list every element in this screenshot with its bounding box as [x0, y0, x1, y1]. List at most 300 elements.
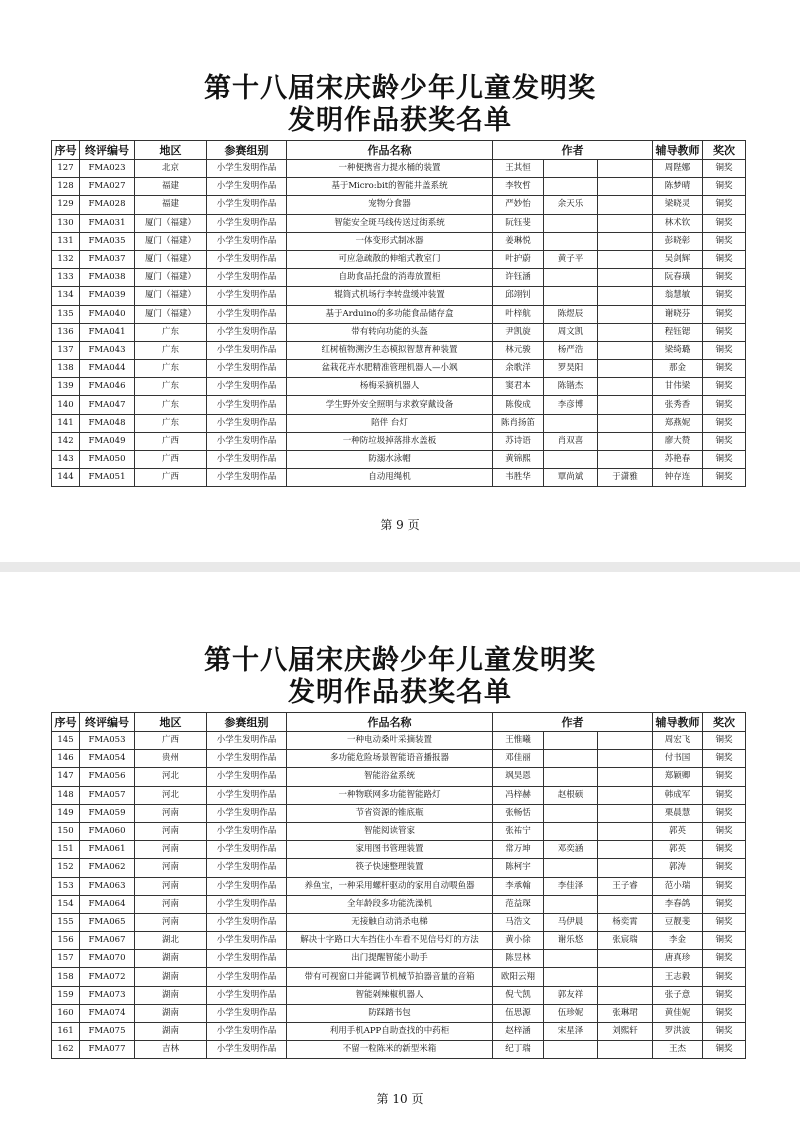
cell-group: 小学生发明作品 — [207, 414, 287, 432]
cell-group: 小学生发明作品 — [207, 768, 287, 786]
cell-index: 161 — [52, 1023, 80, 1041]
cell-author-3 — [598, 432, 653, 450]
cell-author-2: 李佳泽 — [544, 877, 598, 895]
cell-author-1: 严妙怡 — [493, 196, 544, 214]
cell-code: FMA040 — [80, 305, 135, 323]
cell-teacher: 陈梦晴 — [653, 178, 703, 196]
cell-work-name: 智能浴盆系统 — [287, 768, 493, 786]
cell-work-name: 基于Micro:bit的智能井盖系统 — [287, 178, 493, 196]
cell-teacher: 唐真珍 — [653, 950, 703, 968]
header-work-name: 作品名称 — [287, 713, 493, 732]
cell-teacher: 张子意 — [653, 986, 703, 1004]
cell-index: 140 — [52, 396, 80, 414]
cell-award: 铜奖 — [703, 804, 746, 822]
cell-award: 铜奖 — [703, 214, 746, 232]
cell-author-2 — [544, 414, 598, 432]
cell-award: 铜奖 — [703, 768, 746, 786]
cell-award: 铜奖 — [703, 822, 746, 840]
cell-work-name: 宠物分食器 — [287, 196, 493, 214]
cell-index: 156 — [52, 932, 80, 950]
cell-award: 铜奖 — [703, 750, 746, 768]
cell-award: 铜奖 — [703, 1004, 746, 1022]
header-region: 地区 — [135, 141, 207, 160]
cell-author-1: 许钰涵 — [493, 269, 544, 287]
cell-code: FMA075 — [80, 1023, 135, 1041]
cell-group: 小学生发明作品 — [207, 250, 287, 268]
header-teacher: 辅导教师 — [653, 141, 703, 160]
cell-teacher: 豆靓斐 — [653, 913, 703, 931]
cell-index: 132 — [52, 250, 80, 268]
cell-author-2: 周文凯 — [544, 323, 598, 341]
table-row — [52, 196, 746, 214]
cell-work-name: 自助食品托盘的消毒放置柜 — [287, 269, 493, 287]
cell-author-2: 杨严浩 — [544, 341, 598, 359]
cell-group: 小学生发明作品 — [207, 287, 287, 305]
cell-teacher: 彭晓彰 — [653, 232, 703, 250]
cell-code: FMA060 — [80, 822, 135, 840]
cell-code: FMA047 — [80, 396, 135, 414]
table-row — [52, 841, 746, 859]
table-row — [52, 932, 746, 950]
cell-author-1: 陈肖扬笛 — [493, 414, 544, 432]
cell-author-2 — [544, 1041, 598, 1059]
cell-award: 铜奖 — [703, 932, 746, 950]
cell-code: FMA039 — [80, 287, 135, 305]
cell-code: FMA048 — [80, 414, 135, 432]
cell-award: 铜奖 — [703, 341, 746, 359]
cell-code: FMA041 — [80, 323, 135, 341]
cell-code: FMA065 — [80, 913, 135, 931]
cell-author-2 — [544, 269, 598, 287]
cell-code: FMA062 — [80, 859, 135, 877]
cell-author-3 — [598, 768, 653, 786]
cell-author-3 — [598, 750, 653, 768]
header-work-name: 作品名称 — [287, 141, 493, 160]
cell-author-2: 马伊晨 — [544, 913, 598, 931]
cell-work-name: 解决十字路口大车挡住小车看不见信号灯的方法 — [287, 932, 493, 950]
cell-author-2: 郭友祥 — [544, 986, 598, 1004]
cell-region: 广西 — [135, 432, 207, 450]
cell-award: 铜奖 — [703, 451, 746, 469]
table-row — [52, 178, 746, 196]
cell-teacher: 栗晨慧 — [653, 804, 703, 822]
cell-group: 小学生发明作品 — [207, 841, 287, 859]
cell-award: 铜奖 — [703, 160, 746, 178]
cell-index: 154 — [52, 895, 80, 913]
cell-author-1: 叶护蔚 — [493, 250, 544, 268]
cell-index: 139 — [52, 378, 80, 396]
cell-award: 铜奖 — [703, 1041, 746, 1059]
cell-teacher: 苏艳春 — [653, 451, 703, 469]
cell-group: 小学生发明作品 — [207, 469, 287, 487]
cell-work-name: 基于Arduino的多功能食品储存盒 — [287, 305, 493, 323]
cell-author-2: 余天乐 — [544, 196, 598, 214]
cell-award: 铜奖 — [703, 1023, 746, 1041]
cell-region: 广西 — [135, 732, 207, 750]
cell-teacher: 廖大赞 — [653, 432, 703, 450]
cell-group: 小学生发明作品 — [207, 986, 287, 1004]
table-row — [52, 1023, 746, 1041]
cell-author-1: 陈柯宇 — [493, 859, 544, 877]
cell-code: FMA035 — [80, 232, 135, 250]
cell-code: FMA046 — [80, 378, 135, 396]
cell-award: 铜奖 — [703, 250, 746, 268]
cell-code: FMA073 — [80, 986, 135, 1004]
table-row — [52, 360, 746, 378]
document-page-1 — [0, 0, 800, 562]
cell-author-1: 邱翊钊 — [493, 287, 544, 305]
cell-author-3 — [598, 1041, 653, 1059]
cell-index: 146 — [52, 750, 80, 768]
cell-index: 150 — [52, 822, 80, 840]
cell-work-name: 带有可视窗口并能调节机械节拍器音量的音箱 — [287, 968, 493, 986]
cell-region: 厦门（福建） — [135, 269, 207, 287]
cell-teacher: 钟存连 — [653, 469, 703, 487]
cell-author-1: 韦胜华 — [493, 469, 544, 487]
table-header-row — [52, 141, 746, 160]
cell-teacher: 范小瑞 — [653, 877, 703, 895]
cell-group: 小学生发明作品 — [207, 305, 287, 323]
cell-award: 铜奖 — [703, 986, 746, 1004]
cell-teacher: 王杰 — [653, 1041, 703, 1059]
cell-group: 小学生发明作品 — [207, 822, 287, 840]
cell-region: 广西 — [135, 469, 207, 487]
cell-code: FMA044 — [80, 360, 135, 378]
cell-code: FMA038 — [80, 269, 135, 287]
cell-index: 142 — [52, 432, 80, 450]
table-row — [52, 968, 746, 986]
cell-award: 铜奖 — [703, 232, 746, 250]
cell-teacher: 翁慧敏 — [653, 287, 703, 305]
cell-group: 小学生发明作品 — [207, 968, 287, 986]
cell-award: 铜奖 — [703, 859, 746, 877]
cell-author-2 — [544, 732, 598, 750]
cell-group: 小学生发明作品 — [207, 432, 287, 450]
cell-author-3 — [598, 269, 653, 287]
cell-region: 湖南 — [135, 986, 207, 1004]
cell-group: 小学生发明作品 — [207, 750, 287, 768]
cell-author-3 — [598, 305, 653, 323]
page-title-line1: 第十八届宋庆龄少年儿童发明奖 — [204, 645, 596, 676]
cell-award: 铜奖 — [703, 432, 746, 450]
cell-teacher: 张秀香 — [653, 396, 703, 414]
cell-work-name: 自动甩绳机 — [287, 469, 493, 487]
table-row — [52, 160, 746, 178]
cell-award: 铜奖 — [703, 196, 746, 214]
cell-code: FMA059 — [80, 804, 135, 822]
cell-award: 铜奖 — [703, 968, 746, 986]
cell-work-name: 一体变形式制冰器 — [287, 232, 493, 250]
cell-author-1: 飒昊恩 — [493, 768, 544, 786]
cell-award: 铜奖 — [703, 895, 746, 913]
cell-teacher: 周陛娜 — [653, 160, 703, 178]
cell-work-name: 出门提醒智能小助手 — [287, 950, 493, 968]
cell-author-1: 李承翰 — [493, 877, 544, 895]
header-teacher: 辅导教师 — [653, 713, 703, 732]
page-title-line1: 第十八届宋庆龄少年儿童发明奖 — [204, 73, 596, 104]
cell-group: 小学生发明作品 — [207, 196, 287, 214]
cell-region: 湖南 — [135, 968, 207, 986]
table-row — [52, 1004, 746, 1022]
cell-author-1: 张畅恬 — [493, 804, 544, 822]
cell-author-2: 邓奕涵 — [544, 841, 598, 859]
cell-author-2: 陈锴杰 — [544, 378, 598, 396]
cell-code: FMA043 — [80, 341, 135, 359]
cell-author-2: 赵根硕 — [544, 786, 598, 804]
cell-author-3 — [598, 396, 653, 414]
cell-author-2: 谢乐悠 — [544, 932, 598, 950]
document-page-2 — [0, 572, 800, 1136]
cell-region: 河南 — [135, 877, 207, 895]
table-row — [52, 804, 746, 822]
table-row — [52, 232, 746, 250]
cell-work-name: 养鱼宝，一种采用螺杆驱动的家用自动喂鱼器 — [287, 877, 493, 895]
cell-author-1: 黄锦熙 — [493, 451, 544, 469]
cell-author-1: 纪丁瑞 — [493, 1041, 544, 1059]
cell-work-name: 学生野外安全照明与求救穿戴设备 — [287, 396, 493, 414]
cell-work-name: 智能剁辣椒机器人 — [287, 986, 493, 1004]
cell-group: 小学生发明作品 — [207, 932, 287, 950]
table-row — [52, 768, 746, 786]
cell-author-3 — [598, 341, 653, 359]
cell-region: 河南 — [135, 841, 207, 859]
cell-code: FMA063 — [80, 877, 135, 895]
cell-region: 湖南 — [135, 1004, 207, 1022]
cell-author-2 — [544, 160, 598, 178]
cell-author-2 — [544, 178, 598, 196]
cell-author-2 — [544, 859, 598, 877]
cell-index: 130 — [52, 214, 80, 232]
cell-work-name: 无接触自动消杀电梯 — [287, 913, 493, 931]
cell-index: 145 — [52, 732, 80, 750]
cell-award: 铜奖 — [703, 305, 746, 323]
cell-author-2: 伍珍妮 — [544, 1004, 598, 1022]
cell-author-1: 马浩文 — [493, 913, 544, 931]
cell-index: 138 — [52, 360, 80, 378]
cell-teacher: 郭英 — [653, 841, 703, 859]
cell-author-1: 林元骏 — [493, 341, 544, 359]
cell-author-2 — [544, 214, 598, 232]
page-title-line2: 发明作品获奖名单 — [288, 105, 512, 136]
table-row — [52, 822, 746, 840]
cell-index: 143 — [52, 451, 80, 469]
cell-group: 小学生发明作品 — [207, 160, 287, 178]
cell-teacher: 那金 — [653, 360, 703, 378]
cell-author-2: 覃尚斌 — [544, 469, 598, 487]
cell-author-1: 伍思源 — [493, 1004, 544, 1022]
cell-award: 铜奖 — [703, 950, 746, 968]
cell-index: 152 — [52, 859, 80, 877]
cell-author-1: 邓佳丽 — [493, 750, 544, 768]
cell-region: 北京 — [135, 160, 207, 178]
cell-code: FMA057 — [80, 786, 135, 804]
cell-award: 铜奖 — [703, 732, 746, 750]
cell-work-name: 利用手机APP自助查找的中药柜 — [287, 1023, 493, 1041]
table-row — [52, 877, 746, 895]
cell-teacher: 韩成军 — [653, 786, 703, 804]
cell-author-1: 余歌洋 — [493, 360, 544, 378]
cell-author-1: 尹凯旋 — [493, 323, 544, 341]
cell-author-3 — [598, 451, 653, 469]
cell-group: 小学生发明作品 — [207, 895, 287, 913]
cell-author-2: 肖双喜 — [544, 432, 598, 450]
cell-region: 厦门（福建） — [135, 287, 207, 305]
cell-author-3: 张宸瑞 — [598, 932, 653, 950]
cell-author-3 — [598, 859, 653, 877]
cell-region: 河北 — [135, 768, 207, 786]
header-index: 序号 — [52, 141, 80, 160]
cell-teacher: 王志毅 — [653, 968, 703, 986]
table-row — [52, 750, 746, 768]
table-row — [52, 859, 746, 877]
cell-author-3 — [598, 232, 653, 250]
header-award: 奖次 — [703, 141, 746, 160]
table-row — [52, 1041, 746, 1059]
cell-author-3: 杨奕霄 — [598, 913, 653, 931]
cell-work-name: 家用图书管理装置 — [287, 841, 493, 859]
cell-work-name: 不留一粒陈米的新型米箱 — [287, 1041, 493, 1059]
cell-region: 广东 — [135, 323, 207, 341]
cell-work-name: 智能阅读管家 — [287, 822, 493, 840]
cell-group: 小学生发明作品 — [207, 732, 287, 750]
cell-teacher: 罗洪波 — [653, 1023, 703, 1041]
cell-author-2: 宋星泽 — [544, 1023, 598, 1041]
cell-group: 小学生发明作品 — [207, 232, 287, 250]
cell-region: 河南 — [135, 895, 207, 913]
cell-index: 128 — [52, 178, 80, 196]
cell-award: 铜奖 — [703, 913, 746, 931]
cell-author-2: 李彦博 — [544, 396, 598, 414]
cell-code: FMA067 — [80, 932, 135, 950]
cell-author-3 — [598, 160, 653, 178]
header-index: 序号 — [52, 713, 80, 732]
awards-table — [51, 712, 746, 1059]
cell-author-3 — [598, 841, 653, 859]
cell-index: 157 — [52, 950, 80, 968]
cell-award: 铜奖 — [703, 360, 746, 378]
cell-author-3 — [598, 986, 653, 1004]
cell-index: 136 — [52, 323, 80, 341]
cell-code: FMA028 — [80, 196, 135, 214]
cell-region: 河南 — [135, 822, 207, 840]
cell-region: 广西 — [135, 451, 207, 469]
table-row — [52, 378, 746, 396]
cell-award: 铜奖 — [703, 414, 746, 432]
cell-group: 小学生发明作品 — [207, 341, 287, 359]
cell-index: 151 — [52, 841, 80, 859]
cell-author-3: 刘熙轩 — [598, 1023, 653, 1041]
cell-region: 广东 — [135, 341, 207, 359]
cell-region: 广东 — [135, 396, 207, 414]
cell-group: 小学生发明作品 — [207, 269, 287, 287]
cell-award: 铜奖 — [703, 378, 746, 396]
cell-work-name: 多功能危险场景智能语音播报器 — [287, 750, 493, 768]
cell-author-1: 常万坤 — [493, 841, 544, 859]
cell-author-3 — [598, 360, 653, 378]
cell-author-1: 张祐宁 — [493, 822, 544, 840]
cell-author-2 — [544, 804, 598, 822]
cell-work-name: 带有转向功能的头盔 — [287, 323, 493, 341]
cell-teacher: 郑颖卿 — [653, 768, 703, 786]
header-authors: 作者 — [493, 141, 653, 160]
cell-teacher: 李春鸽 — [653, 895, 703, 913]
cell-code: FMA031 — [80, 214, 135, 232]
cell-author-1: 姜琳悦 — [493, 232, 544, 250]
cell-author-2 — [544, 287, 598, 305]
cell-region: 厦门（福建） — [135, 214, 207, 232]
cell-code: FMA064 — [80, 895, 135, 913]
cell-group: 小学生发明作品 — [207, 804, 287, 822]
cell-author-1: 倪弋凯 — [493, 986, 544, 1004]
table-row — [52, 913, 746, 931]
cell-award: 铜奖 — [703, 178, 746, 196]
cell-code: FMA056 — [80, 768, 135, 786]
cell-group: 小学生发明作品 — [207, 451, 287, 469]
cell-group: 小学生发明作品 — [207, 396, 287, 414]
header-group: 参赛组别 — [207, 713, 287, 732]
cell-teacher: 吴剑辉 — [653, 250, 703, 268]
table-row — [52, 986, 746, 1004]
table-row — [52, 432, 746, 450]
cell-index: 153 — [52, 877, 80, 895]
cell-index: 144 — [52, 469, 80, 487]
cell-index: 159 — [52, 986, 80, 1004]
cell-group: 小学生发明作品 — [207, 178, 287, 196]
table-row — [52, 214, 746, 232]
awards-table — [51, 140, 746, 487]
cell-region: 广东 — [135, 360, 207, 378]
header-authors: 作者 — [493, 713, 653, 732]
page-number: 第 9 页 — [380, 518, 420, 532]
cell-group: 小学生发明作品 — [207, 1023, 287, 1041]
cell-code: FMA061 — [80, 841, 135, 859]
cell-award: 铜奖 — [703, 841, 746, 859]
cell-index: 135 — [52, 305, 80, 323]
table-row — [52, 469, 746, 487]
cell-work-name: 全年龄段多功能洗澡机 — [287, 895, 493, 913]
cell-author-3: 张琳珺 — [598, 1004, 653, 1022]
cell-index: 131 — [52, 232, 80, 250]
cell-author-2 — [544, 750, 598, 768]
cell-work-name: 一种防垃圾掉落排水盖板 — [287, 432, 493, 450]
cell-teacher: 付书国 — [653, 750, 703, 768]
cell-author-3: 王子睿 — [598, 877, 653, 895]
cell-teacher: 阮春璜 — [653, 269, 703, 287]
cell-index: 158 — [52, 968, 80, 986]
cell-teacher: 林术钦 — [653, 214, 703, 232]
cell-teacher: 谢晓芬 — [653, 305, 703, 323]
cell-group: 小学生发明作品 — [207, 786, 287, 804]
cell-work-name: 节省资源的锥底瓶 — [287, 804, 493, 822]
header-group: 参赛组别 — [207, 141, 287, 160]
table-row — [52, 269, 746, 287]
cell-author-1: 王惟曦 — [493, 732, 544, 750]
cell-author-2 — [544, 822, 598, 840]
cell-code: FMA072 — [80, 968, 135, 986]
cell-work-name: 陪伴 台灯 — [287, 414, 493, 432]
cell-teacher: 郭英 — [653, 822, 703, 840]
cell-teacher: 黄佳妮 — [653, 1004, 703, 1022]
cell-teacher: 郑燕妮 — [653, 414, 703, 432]
cell-index: 127 — [52, 160, 80, 178]
cell-author-1: 苏诗语 — [493, 432, 544, 450]
cell-index: 162 — [52, 1041, 80, 1059]
cell-region: 河北 — [135, 786, 207, 804]
cell-author-2 — [544, 451, 598, 469]
cell-region: 湖南 — [135, 950, 207, 968]
cell-author-2: 陈煜辰 — [544, 305, 598, 323]
cell-index: 137 — [52, 341, 80, 359]
